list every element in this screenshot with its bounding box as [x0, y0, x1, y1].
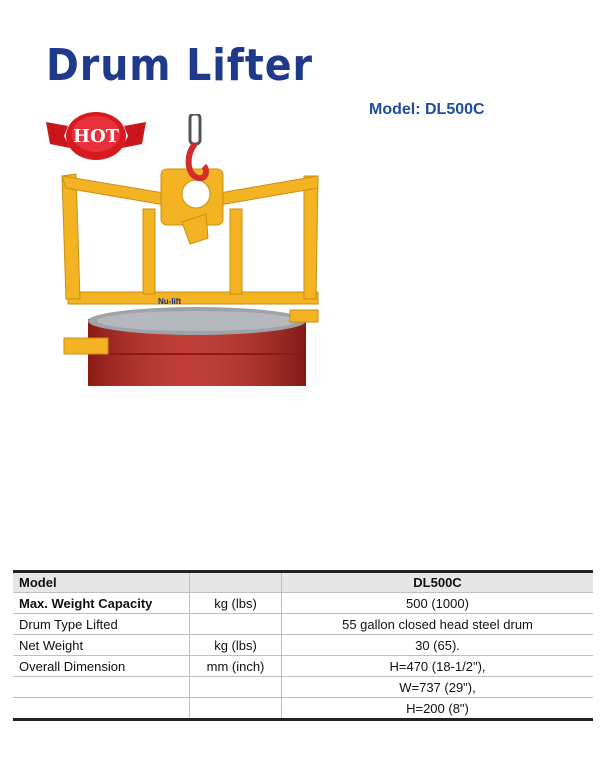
spec-value: 55 gallon closed head steel drum [282, 614, 594, 635]
table-row [13, 677, 593, 698]
table-row [13, 698, 593, 720]
table-row [13, 656, 593, 677]
spec-label: Overall Dimension [13, 656, 190, 677]
spec-table [13, 570, 593, 721]
table-row [13, 614, 593, 635]
spec-value: DL500C [282, 572, 594, 593]
spec-value: 500 (1000) [282, 593, 594, 614]
spec-label [13, 677, 190, 698]
spec-value: 30 (65). [282, 635, 594, 656]
spec-label: Drum Type Lifted [13, 614, 190, 635]
table-row [13, 572, 593, 593]
spec-label: Net Weight [13, 635, 190, 656]
spec-unit [190, 614, 282, 635]
spec-label [13, 698, 190, 720]
spec-unit [190, 698, 282, 720]
hot-badge [46, 108, 146, 164]
spec-label: Max. Weight Capacity [13, 593, 190, 614]
spec-unit [190, 677, 282, 698]
hot-label: HOT [72, 126, 120, 147]
spec-unit: kg (lbs) [190, 593, 282, 614]
drum [88, 307, 306, 386]
spec-unit: mm (inch) [190, 656, 282, 677]
brand-mark: Nu-lift [158, 297, 182, 306]
spec-unit: kg (lbs) [190, 635, 282, 656]
spec-unit [190, 572, 282, 593]
spec-label: Model [13, 572, 190, 593]
spec-value: H=200 (8") [282, 698, 594, 720]
table-row [13, 635, 593, 656]
model-label: Model: DL500C [369, 101, 485, 118]
page-title: Drum Lifter [46, 40, 313, 91]
spec-value: W=737 (29"), [282, 677, 594, 698]
spec-value: H=470 (18-1/2"), [282, 656, 594, 677]
table-row [13, 593, 593, 614]
